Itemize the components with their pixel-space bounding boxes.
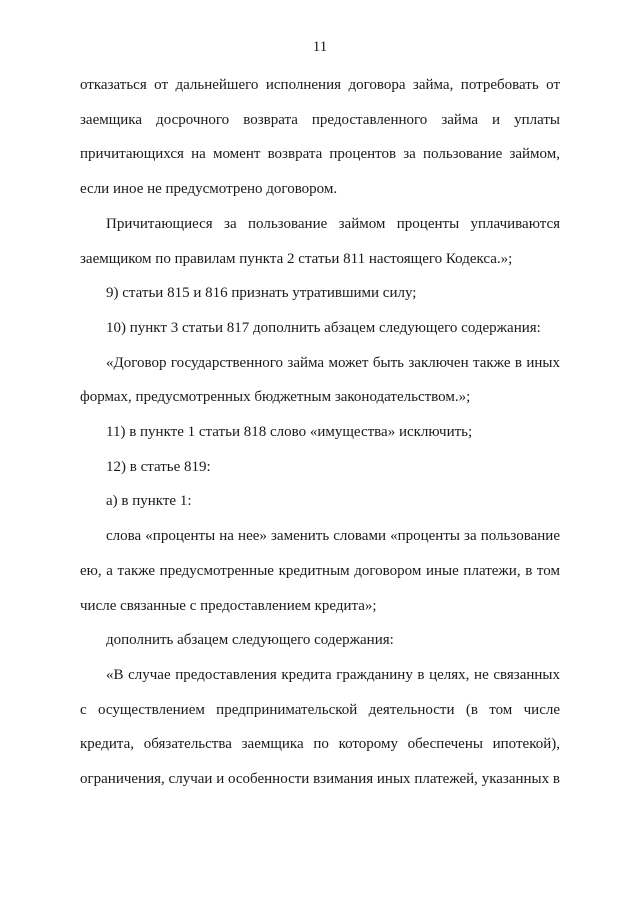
paragraph-add-abzac: дополнить абзацем следующего содержания: (106, 632, 394, 649)
paragraph-state-loan-quote: «Договор государственного займа может быть заключен также в иных формах, предусмотренных бюджетным законодательством.»; (80, 354, 560, 406)
paragraph-item-9: 9) статьи 815 и 816 признать утратившими силу; (106, 285, 417, 302)
paragraph-continuation: отказаться от дальнейшего исполнения договора займа, потребовать от заемщика досрочного возврата предоставленного займа и уплаты причитающихся на момент возврата процентов за пользование займом, если иное не предусмотрено договором. (80, 77, 560, 198)
paragraph-item-12: 12) в статье 819: (106, 458, 211, 475)
paragraph-subitem-a: а) в пункте 1: (106, 493, 192, 510)
document-body (80, 68, 560, 797)
page-number: 11 (312, 39, 328, 55)
paragraph-item-11: 11) в пункте 1 статьи 818 слово «имущества» исключить; (106, 424, 473, 441)
paragraph-interest-payment: Причитающиеся за пользование займом проценты уплачиваются заемщиком по правилам пункта 2 статьи 811 настоящего Кодекса.»; (80, 215, 560, 267)
paragraph-citizen-credit-quote: «В случае предоставления кредита гражданину в целях, не связанных с осуществлением предпринимательской деятельности (в том числе кредита, обязательства заемщика по которому обеспечены ипотекой), ограничения, случаи и особенности взимания иных платежей, указанных в (80, 666, 560, 788)
paragraph-replace-words: слова «проценты на нее» заменить словами «проценты за пользование ею, а также предусмотренные кредитным договором иные платежи, в том числе связанные с предоставлением кредита»; (80, 528, 560, 614)
paragraph-item-10: 10) пункт 3 статьи 817 дополнить абзацем следующего содержания: (106, 319, 541, 336)
